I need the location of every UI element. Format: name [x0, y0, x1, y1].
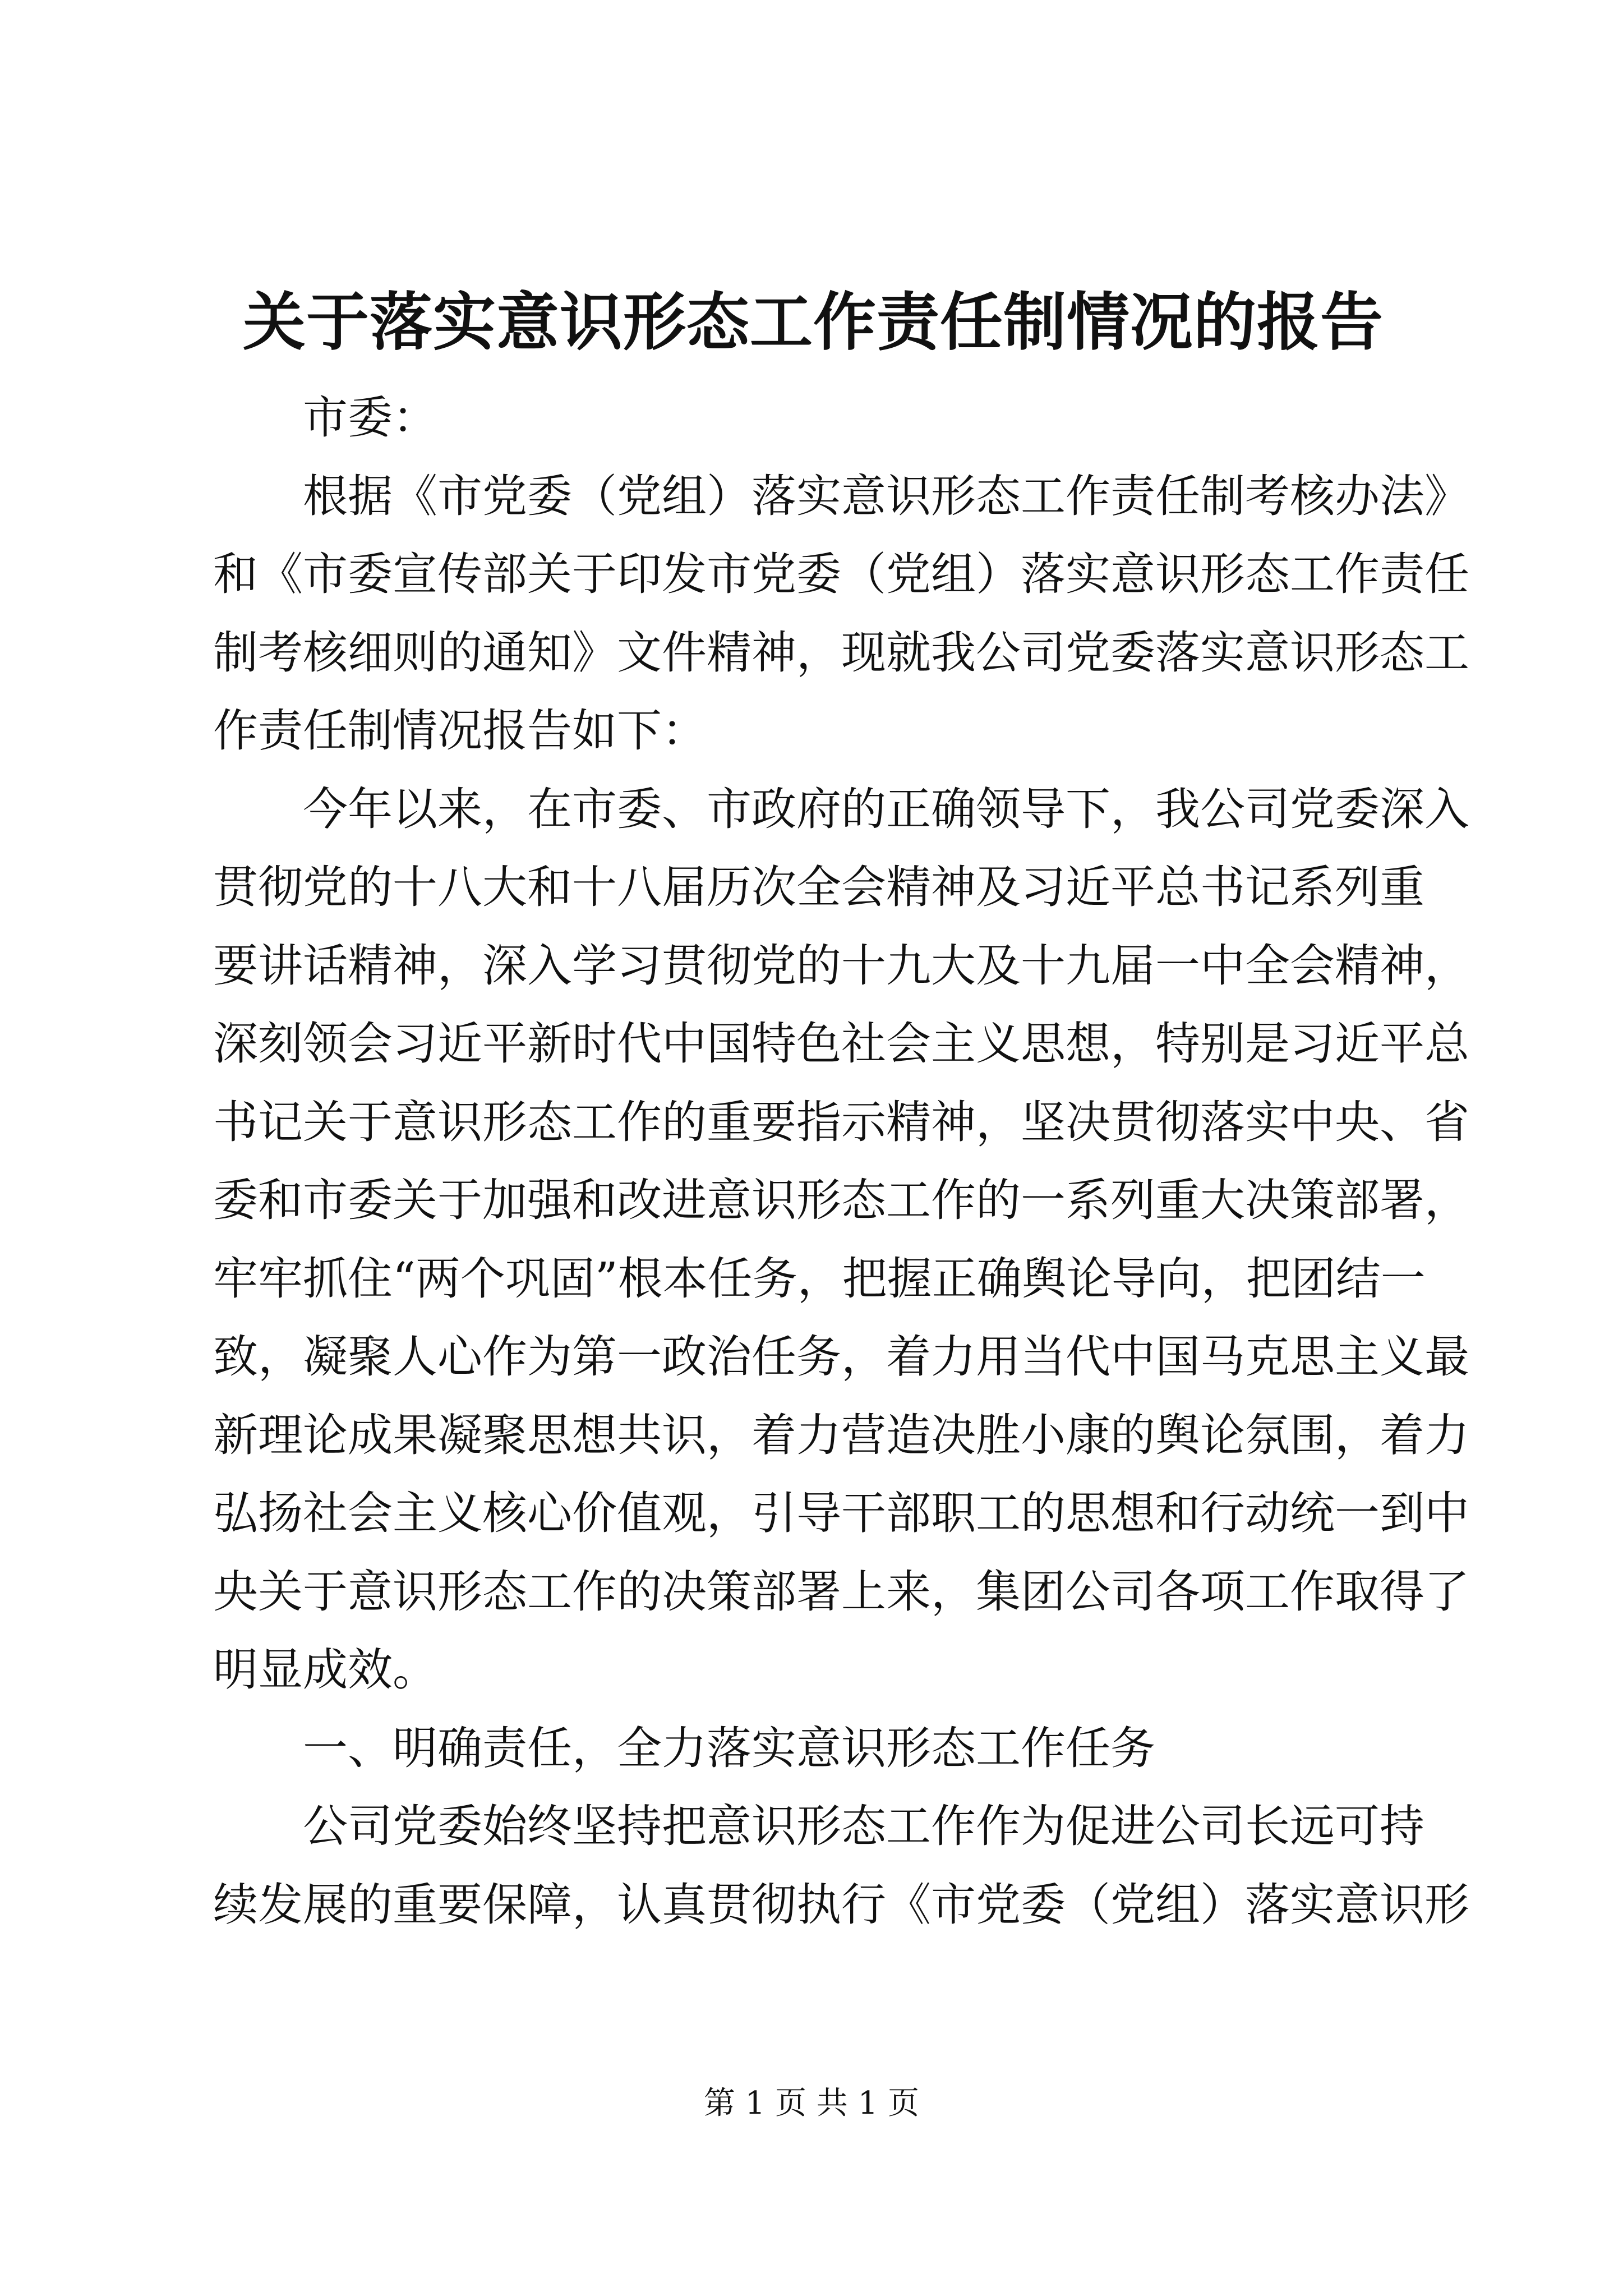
- paragraph-line: 要讲话精神，深入学习贯彻党的十九大及十九届一中全会精神，: [213, 939, 1469, 992]
- paragraph-line: 根据《市党委（党组）落实意识形态工作责任制考核办法》: [303, 470, 1469, 522]
- paragraph-line: 贯彻党的十八大和十八届历次全会精神及习近平总书记系列重: [213, 861, 1424, 913]
- paragraph-line: 一、明确责任，全力落实意识形态工作任务: [303, 1722, 1155, 1774]
- paragraph: [213, 770, 1469, 1709]
- paragraph-line: 致，凝聚人心作为第一政治任务，着力用当代中国马克思主义最: [213, 1331, 1469, 1383]
- paragraph-line: 作责任制情况报告如下：: [213, 705, 707, 757]
- document-body: [213, 379, 1469, 1944]
- paragraph-line: 今年以来，在市委、市政府的正确领导下，我公司党委深入: [303, 783, 1469, 835]
- paragraph-line: 明显成效。: [213, 1644, 437, 1696]
- paragraph-line: 和《市委宣传部关于印发市党委（党组）落实意识形态工作责任: [213, 548, 1469, 600]
- paragraph-line: 制考核细则的通知》文件精神，现就我公司党委落实意识形态工: [213, 626, 1469, 679]
- paragraph-line: 深刻领会习近平新时代中国特色社会主义思想，特别是习近平总: [213, 1018, 1469, 1070]
- paragraph: [213, 457, 1469, 770]
- paragraph-line: 央关于意识形态工作的决策部署上来，集团公司各项工作取得了: [213, 1565, 1469, 1618]
- paragraph-line: 委和市委关于加强和改进意识形态工作的一系列重大决策部署，: [213, 1174, 1469, 1226]
- paragraph-line: 牢牢抓住“两个巩固”根本任务，把握正确舆论导向，把团结一: [213, 1252, 1426, 1305]
- paragraph: [213, 1787, 1469, 1944]
- paragraph-line: 书记关于意识形态工作的重要指示精神，坚决贯彻落实中央、省: [213, 1096, 1469, 1148]
- page-footer: 第 1 页 共 1 页: [703, 2085, 920, 2122]
- paragraph-line: 公司党委始终坚持把意识形态工作作为促进公司长远可持: [303, 1800, 1424, 1852]
- paragraph-line: 市委：: [303, 392, 437, 444]
- paragraph-line: 新理论成果凝聚思想共识，着力营造决胜小康的舆论氛围，着力: [213, 1409, 1469, 1461]
- paragraph: [213, 1709, 1413, 1788]
- paragraph: [213, 379, 1413, 457]
- paragraph-line: 续发展的重要保障，认真贯彻执行《市党委（党组）落实意识形: [213, 1878, 1469, 1931]
- document-title: 关于落实意识形态工作责任制情况的报告: [243, 286, 1384, 359]
- paragraph-line: 弘扬社会主义核心价值观，引导干部职工的思想和行动统一到中: [213, 1487, 1469, 1539]
